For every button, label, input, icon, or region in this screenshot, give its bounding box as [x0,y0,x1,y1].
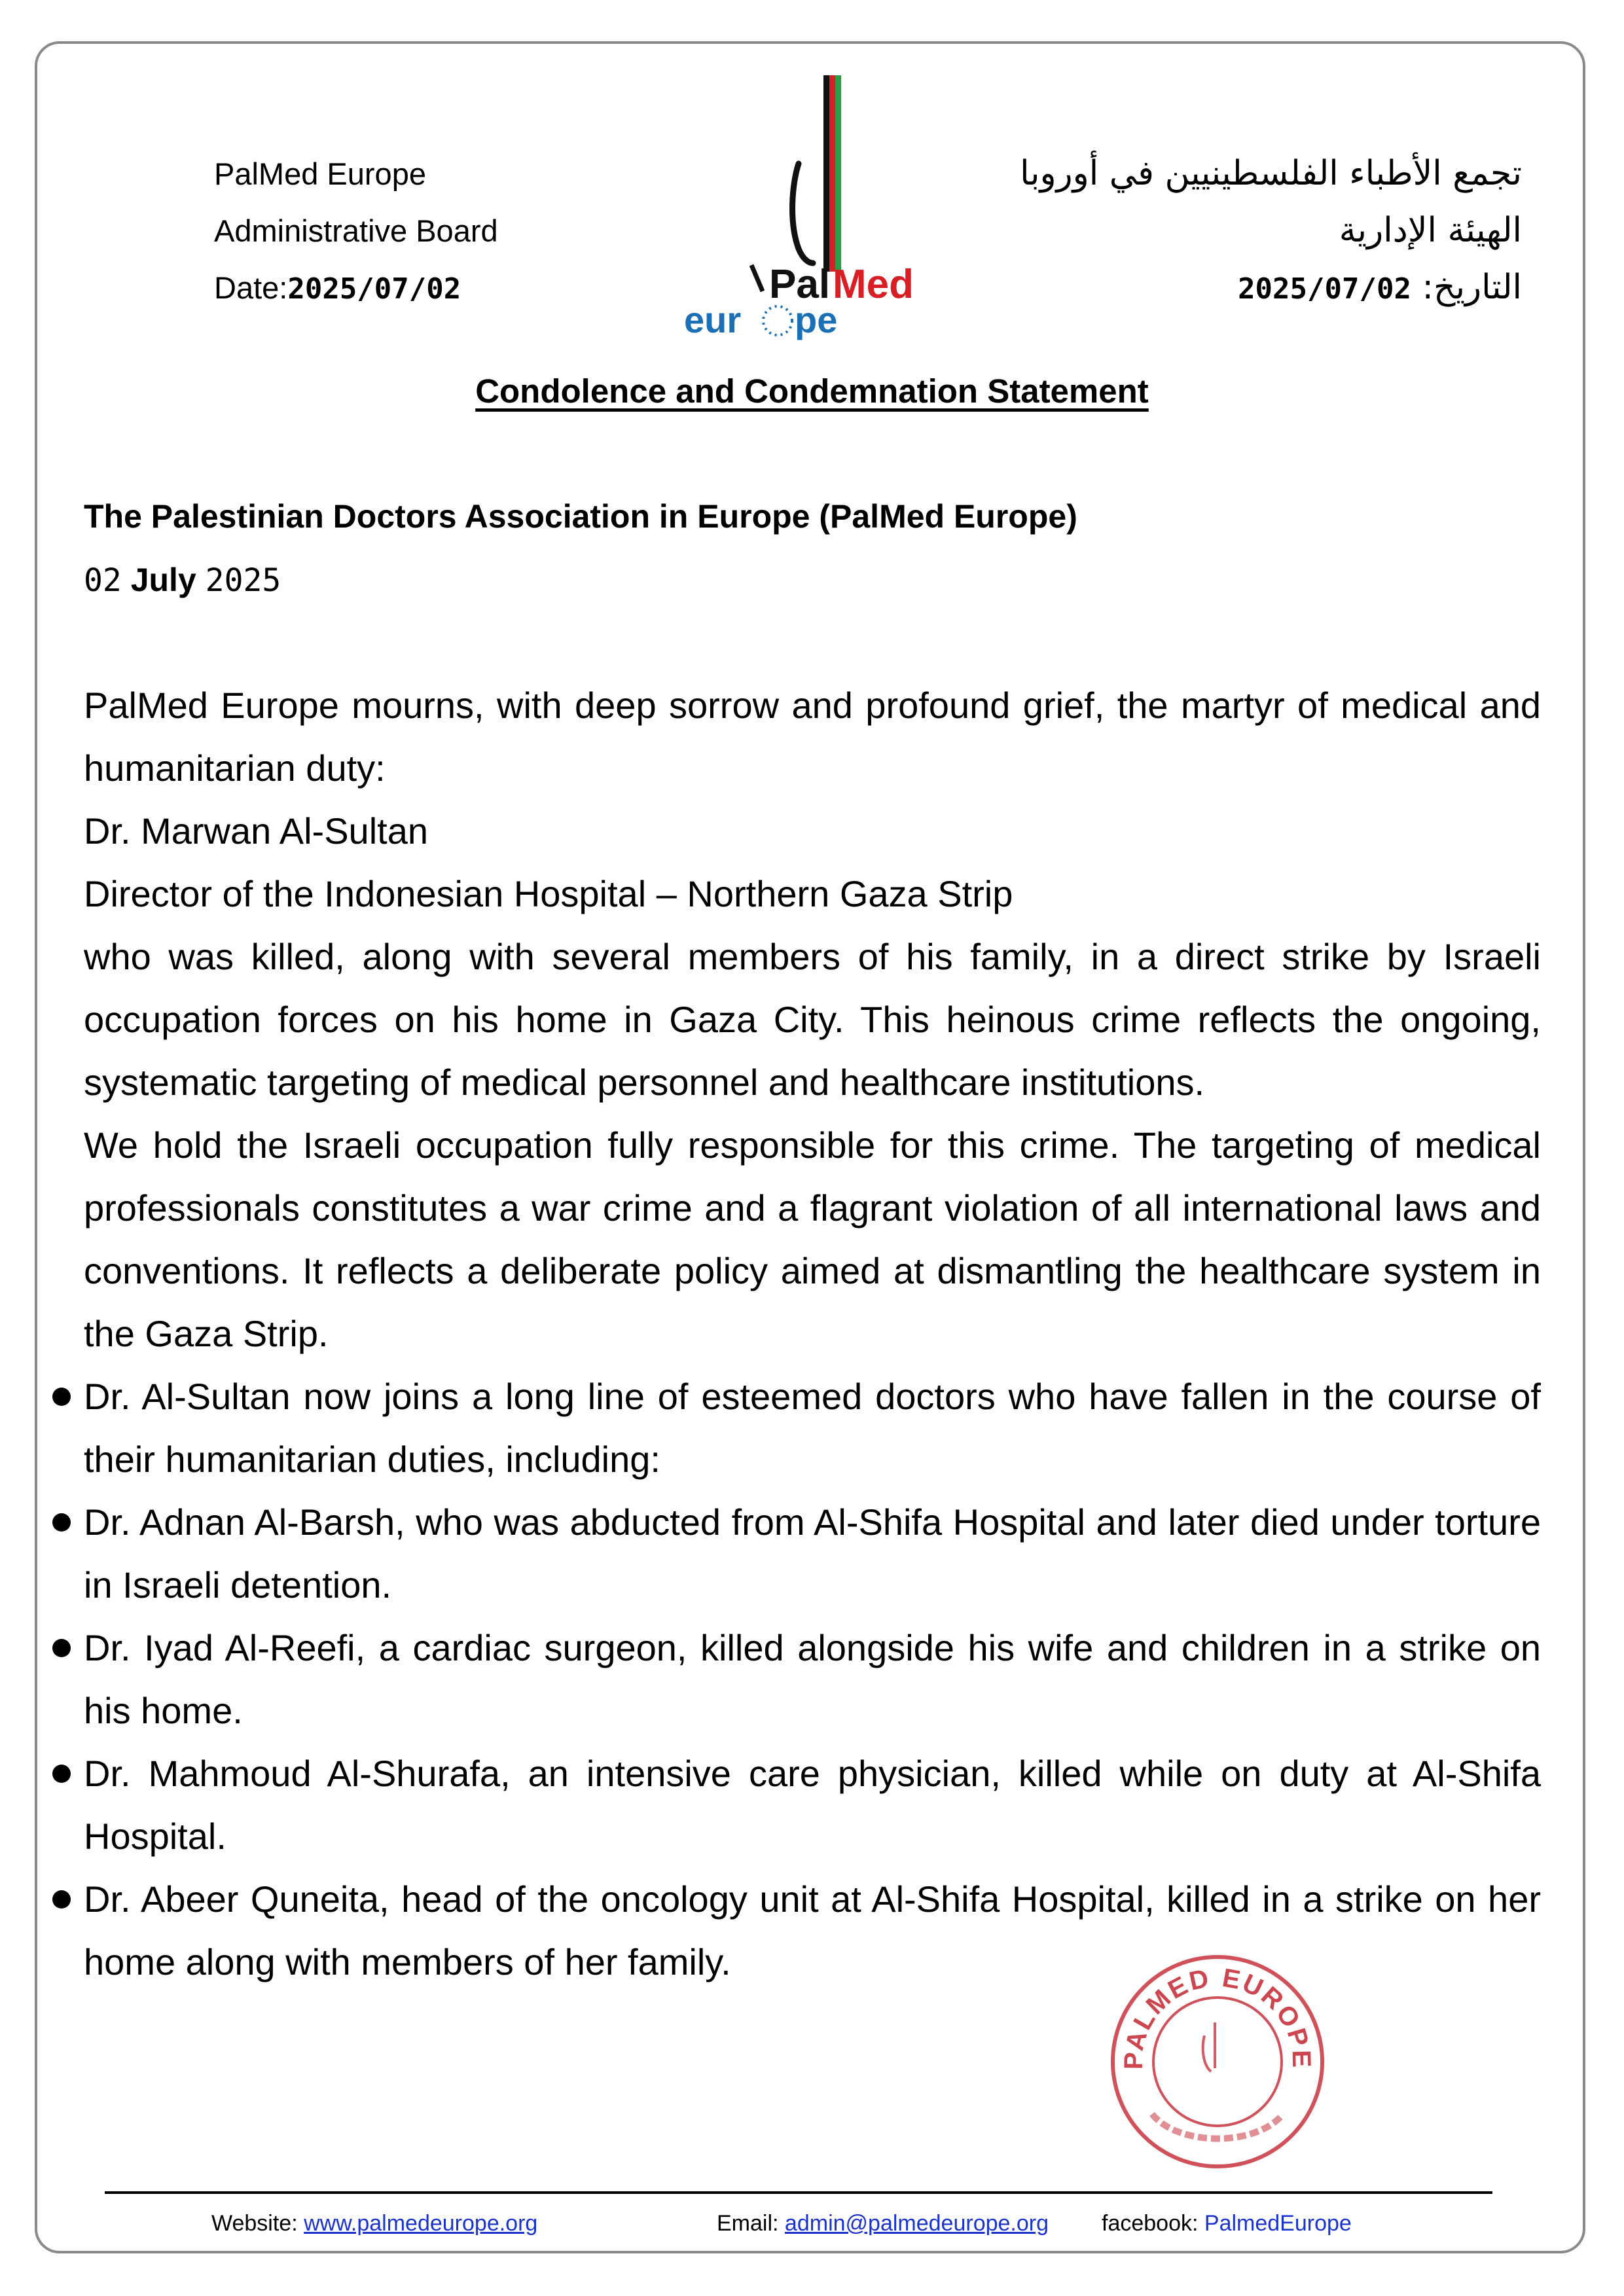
date-year: 2025 [205,562,281,599]
logo-pe: pe [795,299,838,340]
header-date-label-ar: التاريخ: [1411,268,1522,307]
bullet-icon [52,1765,71,1783]
palmed-europe-logo [674,72,923,340]
list-item-text: Dr. Abeer Quneita, head of the oncology unit at Al-Shifa Hospital, killed in a strike on her home along with members of her family. [84,1878,1541,1982]
footer-website [211,2211,537,2236]
stamp-text: PALMED EUROPE [1119,1963,1316,2070]
header-board-ar: الهيئة الإدارية [1339,211,1522,250]
bullet-icon [52,1639,71,1657]
list-item-text: Dr. Mahmoud Al-Shurafa, an intensive care physician, killed while on duty at Al-Shifa Hospital. [84,1753,1541,1857]
logo-med: Med [833,262,914,307]
date-day: 02 [84,562,122,599]
intro-paragraph: PalMed Europe mourns, with deep sorrow and profound grief, the martyr of medical and humanitarian duty: [84,685,1541,789]
header-date-ar [1020,259,1522,317]
logo-stripe-red [829,75,835,272]
martyr-role: Director of the Indonesian Hospital – Northern Gaza Strip [84,873,1013,914]
statement-date [84,561,281,599]
footer-divider [105,2191,1492,2194]
org-line: The Palestinian Doctors Association in Europe (PalMed Europe) [84,498,1077,535]
list-item-text: Dr. Adnan Al-Barsh, who was abducted from Al-Shifa Hospital and later died under torture in Israeli detention. [84,1501,1541,1605]
logo-stripe-green [835,75,841,272]
logo-pal: Pal [769,262,831,307]
logo-stars-ring [763,306,792,335]
statement-title: Condolence and Condemnation Statement [475,372,1149,410]
statement-body [84,674,1541,1994]
footer-facebook [1102,2211,1352,2236]
bullet-icon [52,1890,71,1909]
email-link[interactable]: admin@palmedeurope.org [784,2211,1049,2236]
martyr-name: Dr. Marwan Al-Sultan [84,810,428,852]
list-item [84,1617,1541,1742]
logo-slash [751,265,763,291]
organization-stamp [1106,1950,1329,2173]
date-month: July [130,562,196,598]
header-date-value: 2025/07/02 [287,272,461,306]
paragraph-1: who was killed, along with several members of his family, in a direct strike by Israeli occupation forces on his home in Gaza City. This heinous crime reflects the ongoing, systematic targeting of medical personnel and healthcare institutions. [84,936,1541,1103]
logo-stripe-black [823,75,829,272]
header-board: Administrative Board [214,213,498,248]
logo-eur: eur [684,299,742,340]
list-item-text: Dr. Al-Sultan now joins a long line of esteemed doctors who have fallen in the course of their humanitarian duties, including: [84,1376,1541,1480]
header-left [214,145,498,317]
website-link[interactable]: www.palmedeurope.org [304,2211,538,2236]
header-date-value-ar: 2025/07/02 [1238,272,1411,306]
header-right [1020,145,1522,317]
list-item [84,1365,1541,1491]
list-item [84,1491,1541,1617]
paragraph-2: We hold the Israeli occupation fully responsible for this crime. The targeting of medical professionals constitutes a war crime and a flagrant violation of all international laws and conventions. It reflects a deliberate policy aimed at dismantling the healthcare system in the Gaza Strip. [84,1124,1541,1354]
header-org: PalMed Europe [214,156,426,191]
header-date [214,259,498,317]
header-org-ar: تجمع الأطباء الفلسطينيين في أوروبا [1020,154,1522,193]
email-label: Email: [717,2211,785,2236]
list-item [84,1742,1541,1868]
bullet-list [84,1365,1541,1994]
bullet-icon [52,1388,71,1406]
facebook-label: facebook: [1102,2211,1204,2236]
footer-email [717,2211,1049,2236]
facebook-link[interactable]: PalmedEurope [1204,2211,1352,2236]
list-item-text: Dr. Iyad Al-Reefi, a cardiac surgeon, killed alongside his wife and children in a strike on his home. [84,1627,1541,1731]
website-label: Website: [211,2211,304,2236]
stethoscope-icon [793,164,813,263]
header-date-label: Date: [214,270,288,305]
bullet-icon [52,1513,71,1532]
